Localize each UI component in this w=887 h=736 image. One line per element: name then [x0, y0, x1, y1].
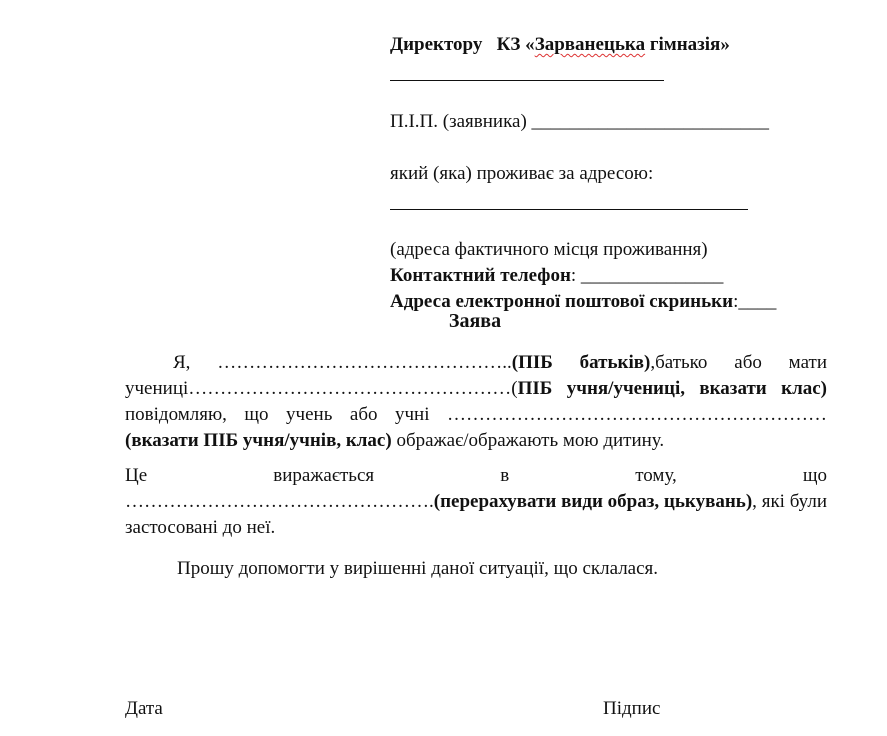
addressee-block	[390, 32, 850, 315]
institution-suffix: гімназія»	[645, 34, 730, 55]
p1-parent-bold: (ПІБ батьків)	[511, 352, 651, 373]
p1-end-text: ображає/ображають мою дитину.	[391, 430, 665, 451]
email-label: Адреса електронної поштової скриньки	[390, 291, 734, 312]
institution-kz: КЗ «	[496, 34, 535, 55]
p1-report-text: повідомляю, що учень або учні ……………………………………………………	[125, 404, 827, 425]
p1-start: Я, ………………………………………..	[173, 352, 512, 373]
request-paragraph: Прошу допомогти у вирішенні даної ситуації, що склалася.	[177, 558, 659, 579]
p2-list-bold: (перерахувати види образ, цькувань)	[433, 491, 753, 512]
applicant-name-blank: _________________________	[531, 111, 770, 132]
document-title: Заява	[448, 310, 502, 332]
blank-line-1	[390, 80, 850, 106]
phone-line	[390, 263, 850, 289]
p1-parent-text: ,батько або мати учениці……………………………………………(	[125, 352, 827, 399]
signature-label: Підпис	[603, 698, 661, 719]
applicant-name-label: П.І.П. (заявника)	[390, 111, 527, 132]
description-paragraph	[125, 489, 827, 541]
institution-name: Зарванецька	[534, 34, 646, 55]
p1-offender-bold: (вказати ПІБ учня/учнів, клас)	[125, 430, 392, 451]
date-label: Дата	[125, 698, 163, 719]
p2-dots: ………………………………………….	[125, 491, 434, 512]
applicant-name-line	[390, 109, 850, 135]
p2-end-text: , які були застосовані до неї.	[125, 491, 827, 538]
p2-first-line: Це виражається в тому, що	[125, 465, 827, 486]
address-hint: (адреса фактичного місця проживання)	[390, 239, 708, 260]
addressee-prefix: Директору	[390, 34, 483, 55]
blank-rule-2	[390, 209, 748, 210]
addressee-line	[390, 32, 850, 58]
signature-footer	[125, 698, 827, 724]
document-body	[125, 350, 827, 591]
blank-line-2	[390, 209, 850, 235]
blank-rule-1	[390, 80, 664, 81]
email-blank: :____	[733, 291, 777, 312]
phone-blank: : _______________	[570, 265, 724, 286]
phone-label: Контактний телефон	[390, 265, 571, 286]
p1-student-bold: ПІБ учня/учениці, вказати клас)	[517, 378, 827, 399]
residence-label: який (яка) проживає за адресою:	[390, 163, 654, 184]
complaint-paragraph	[125, 350, 827, 454]
